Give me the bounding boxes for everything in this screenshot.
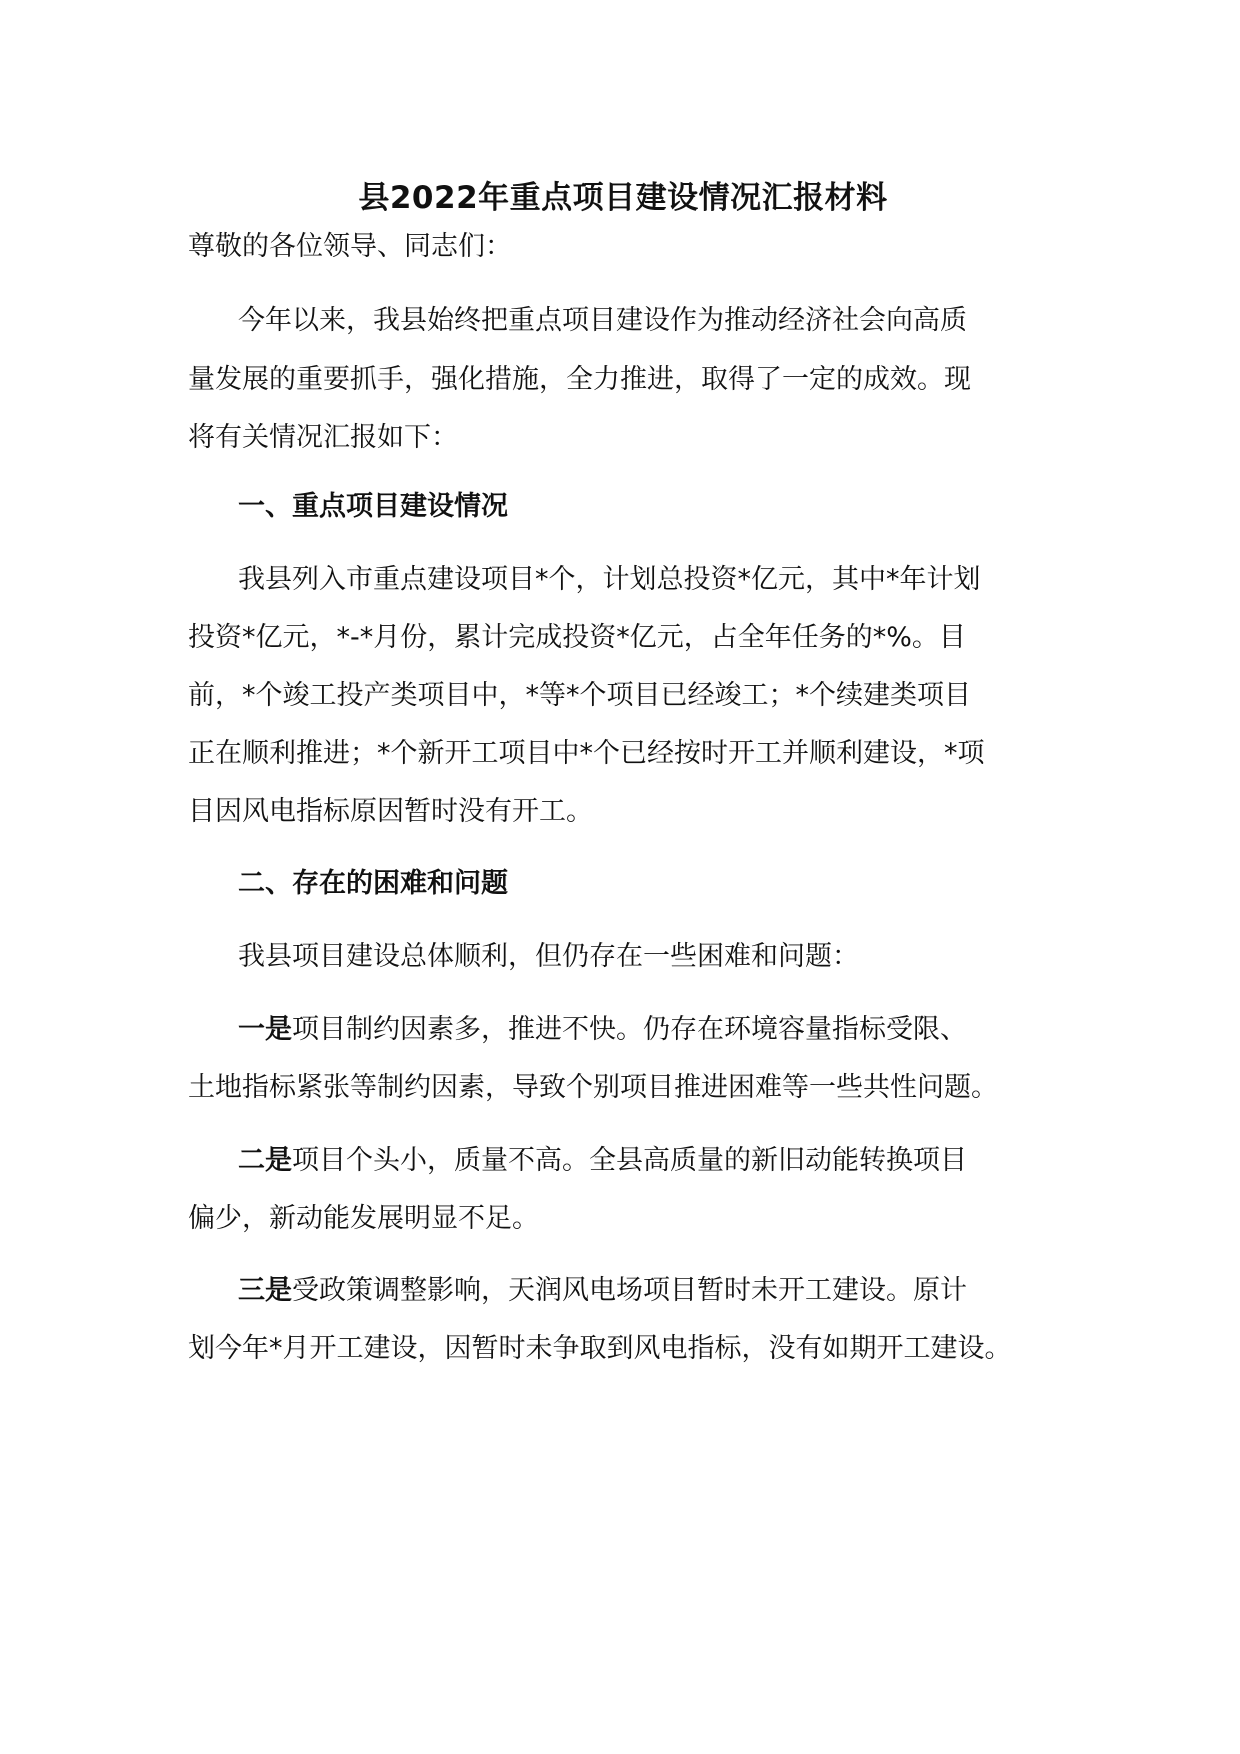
salutation: 尊敬的各位领导、同志们： [188,231,512,262]
body-line: 划今年*月开工建设，因暂时未争取到风电指标，没有如期开工建设。 [188,1333,1012,1364]
problem-item [238,1143,967,1179]
body-line: 正在顺利推进；*个新开工项目中*个已经按时开工并顺利建设，*项 [188,738,985,769]
section-heading: 二、存在的困难和问题 [238,868,508,899]
intro-line: 今年以来，我县始终把重点项目建设作为推动经济社会向高质 [238,305,967,336]
body-line: 前，*个竣工投产类项目中，*等*个项目已经竣工；*个续建类项目 [188,680,971,711]
body-line: 偏少，新动能发展明显不足。 [188,1203,539,1234]
intro-line: 量发展的重要抓手，强化措施，全力推进，取得了一定的成效。现 [188,364,971,395]
section-heading: 一、重点项目建设情况 [238,491,508,522]
body-line: 我县项目建设总体顺利，但仍存在一些困难和问题： [238,941,859,972]
item-lead: 二是 [238,1145,292,1176]
document-title: 县2022年重点项目建设情况汇报材料 [358,180,888,216]
body-line: 土地指标紧张等制约因素，导致个别项目推进困难等一些共性问题。 [188,1072,998,1103]
item-text: 项目制约因素多，推进不快。仍存在环境容量指标受限、 [292,1014,967,1045]
body-line: 我县列入市重点建设项目*个，计划总投资*亿元，其中*年计划 [238,564,981,595]
item-text: 项目个头小，质量不高。全县高质量的新旧动能转换项目 [292,1145,967,1176]
item-lead: 三是 [238,1275,292,1306]
item-lead: 一是 [238,1014,292,1045]
problem-item [238,1273,967,1309]
body-line: 投资*亿元，*-*月份，累计完成投资*亿元，占全年任务的*%。目 [188,622,966,653]
problem-item [238,1012,967,1048]
intro-line: 将有关情况汇报如下： [188,422,458,453]
item-text: 受政策调整影响，天润风电场项目暂时未开工建设。原计 [292,1275,967,1306]
body-line: 目因风电指标原因暂时没有开工。 [188,796,593,827]
